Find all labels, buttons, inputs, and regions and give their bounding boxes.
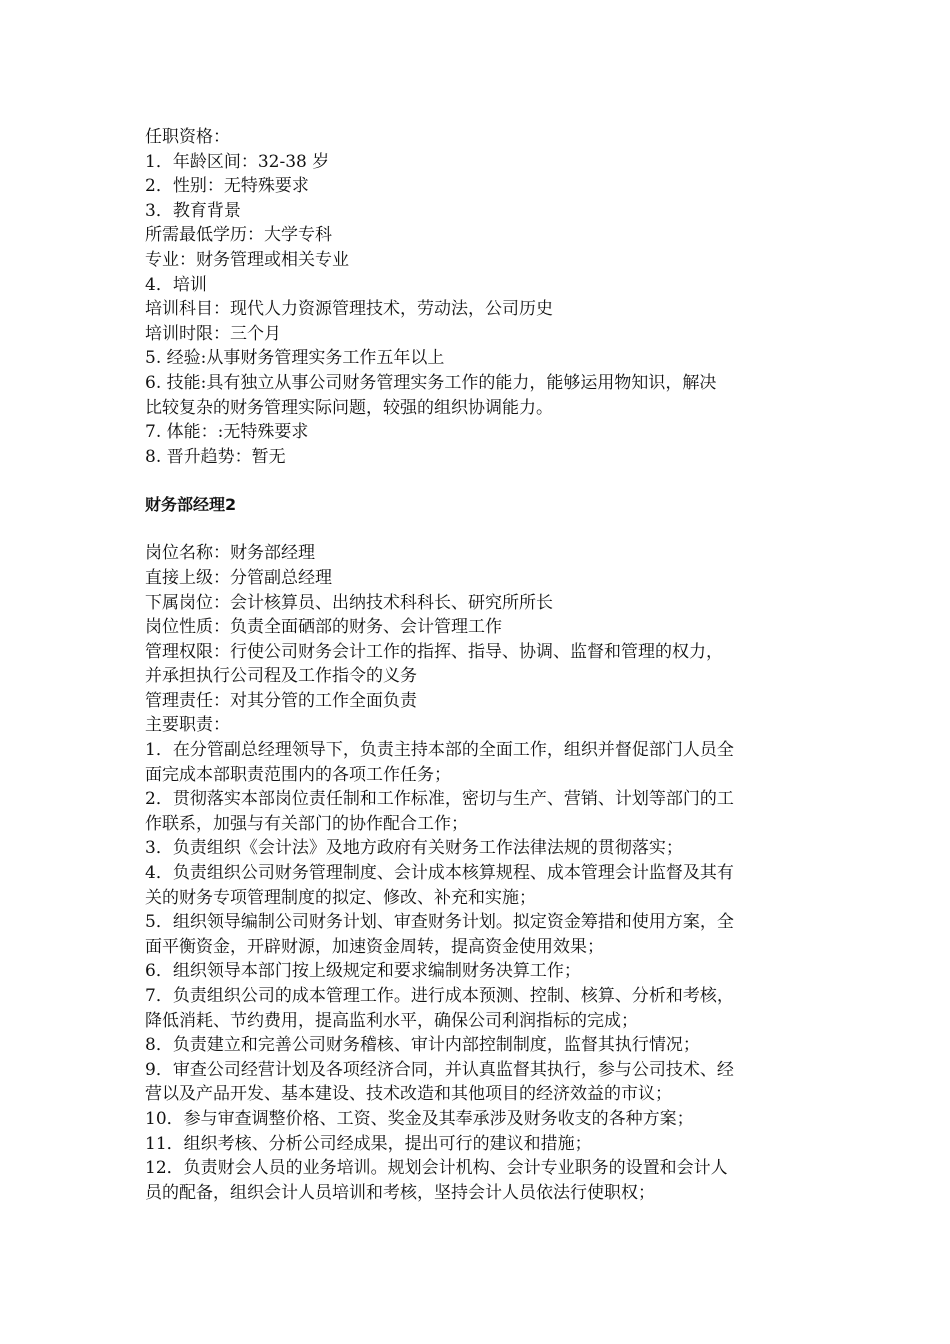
text-line: 4．负责组织公司财务管理制度、会计成本核算规程、成本管理会计监督及其有 bbox=[145, 863, 734, 884]
text-line: 降低消耗、节约费用，提高监利水平，确保公司利润指标的完成； bbox=[145, 1010, 638, 1031]
text-line: 5. 经验:从事财务管理实务工作五年以上 bbox=[145, 348, 445, 369]
text-line: 面完成本部职责范围内的各项工作任务； bbox=[145, 764, 451, 785]
text-line: 5．组织领导编制公司财务计划、审查财务计划。拟定资金筹措和使用方案，全 bbox=[145, 912, 734, 933]
text-line: 比较复杂的财务管理实际问题，较强的组织协调能力。 bbox=[145, 397, 553, 418]
text-line: 10．参与审查调整价格、工资、奖金及其奉承涉及财务收支的各种方案； bbox=[145, 1108, 694, 1129]
text-line: 面平衡资金，开辟财源，加速资金周转，提高资金使用效果； bbox=[145, 936, 604, 957]
text-line: 岗位性质：负责全面硒部的财务、会计管理工作 bbox=[145, 617, 502, 638]
text-line: 管理权限：行使公司财务会计工作的指挥、指导、协调、监督和管理的权力， bbox=[145, 641, 723, 662]
text-line: 岗位名称：财务部经理 bbox=[145, 543, 315, 564]
text-line: 4．培训 bbox=[145, 274, 207, 295]
text-line: 3．教育背景 bbox=[145, 200, 241, 221]
text-line: 专业：财务管理或相关专业 bbox=[145, 249, 349, 270]
text-line: 9．审查公司经营计划及各项经济合同，并认真监督其执行，参与公司技术、经 bbox=[145, 1059, 734, 1080]
document-page bbox=[145, 125, 810, 1205]
text-line: 3．负责组织《会计法》及地方政府有关财务工作法律法规的贯彻落实； bbox=[145, 838, 683, 859]
text-line: 管理责任：对其分管的工作全面负责 bbox=[145, 690, 417, 711]
text-line: 培训时限：三个月 bbox=[145, 323, 281, 344]
text-line: 所需最低学历：大学专科 bbox=[145, 225, 332, 246]
qualifications-section bbox=[145, 125, 810, 469]
text-line: 12．负责财会人员的业务培训。规划会计机构、会计专业职务的设置和会计人 bbox=[145, 1158, 728, 1179]
text-line: 2．贯彻落实本部岗位责任制和工作标准，密切与生产、营销、计划等部门的工 bbox=[145, 789, 734, 810]
text-line: 7．负责组织公司的成本管理工作。进行成本预测、控制、核算、分析和考核， bbox=[145, 986, 734, 1006]
text-line: 1．在分管副总经理领导下，负责主持本部的全面工作，组织并督促部门人员全 bbox=[145, 740, 734, 761]
text-line: 主要职责： bbox=[145, 715, 230, 736]
text-line: 员的配备，组织会计人员培训和考核，坚持会计人员依法行使职权； bbox=[145, 1182, 655, 1203]
text-line: 下属岗位：会计核算员、出纳技术科科长、研究所所长 bbox=[145, 592, 553, 613]
section-heading: 财务部经理2 bbox=[145, 495, 237, 515]
text-line: 2．性别：无特殊要求 bbox=[145, 176, 309, 197]
text-line: 8. 晋升趋势：暂无 bbox=[145, 446, 286, 467]
text-line: 6. 技能:具有独立从事公司财务管理实务工作的能力，能够运用物知识，解决 bbox=[145, 372, 717, 393]
text-line: 作联系，加强与有关部门的协作配合工作； bbox=[145, 813, 468, 834]
text-line: 7. 体能：:无特殊要求 bbox=[145, 422, 309, 443]
text-line: 8．负责建立和完善公司财务稽核、审计内部控制制度，监督其执行情况； bbox=[145, 1035, 700, 1056]
text-line: 关的财务专项管理制度的拟定、修改、补充和实施； bbox=[145, 887, 536, 908]
text-line: 并承担执行公司程及工作指令的义务 bbox=[145, 666, 417, 687]
text-line: 11．组织考核、分析公司经成果，提出可行的建议和措施； bbox=[145, 1133, 592, 1154]
text-line: 营以及产品开发、基本建设、技术改造和其他项目的经济效益的市议； bbox=[145, 1084, 672, 1105]
job-description-section bbox=[145, 541, 810, 1205]
text-line: 任职资格： bbox=[145, 127, 230, 147]
text-line: 1．年龄区间：32-38 岁 bbox=[145, 151, 330, 172]
text-line: 6．组织领导本部门按上级规定和要求编制财务决算工作； bbox=[145, 961, 581, 982]
text-line: 直接上级：分管副总经理 bbox=[145, 567, 332, 588]
text-line: 培训科目：现代人力资源管理技术，劳动法，公司历史 bbox=[145, 299, 553, 320]
